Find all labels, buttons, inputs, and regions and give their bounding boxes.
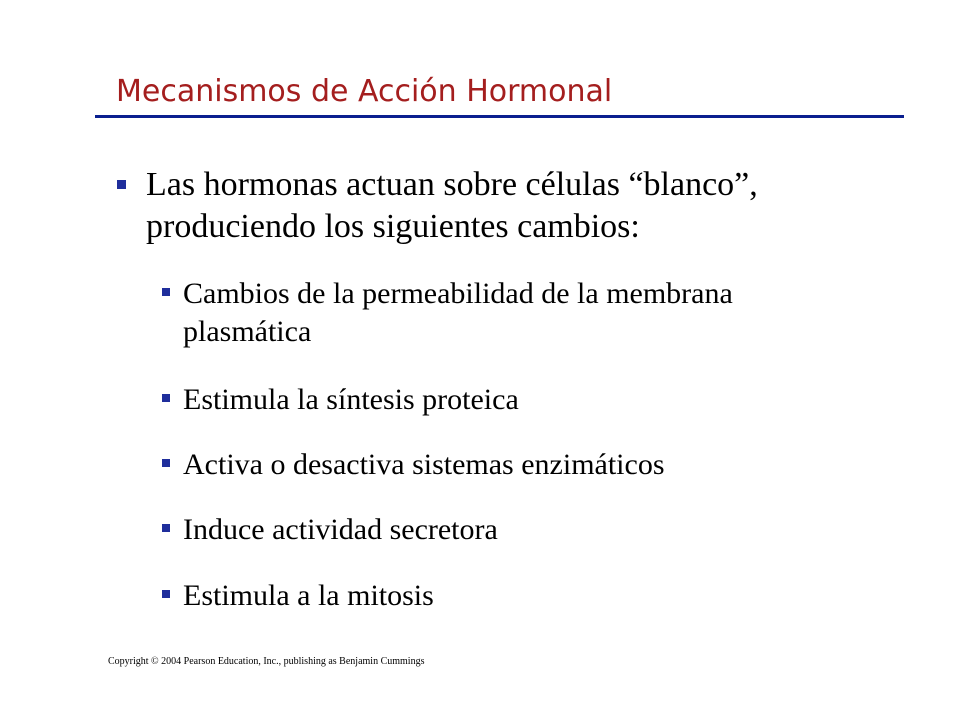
bullet-1-line-2: produciendo los siguientes cambios: [146,208,640,245]
square-bullet-icon [162,590,170,598]
slide-title: Mecanismos de Acción Hormonal [116,74,613,109]
square-bullet-icon [162,459,170,467]
square-bullet-icon [162,394,170,402]
copyright-footer: Copyright © 2004 Pearson Education, Inc., publishing as Benjamin Cummings [108,656,425,667]
subbullet-2-line-1: Estimula la síntesis proteica [183,383,519,416]
square-bullet-icon [117,180,126,189]
subbullet-3-line-1: Activa o desactiva sistemas enzimáticos [183,448,665,481]
subbullet-5-line-1: Estimula a la mitosis [183,579,434,612]
square-bullet-icon [162,288,170,296]
bullet-1-line-1: Las hormonas actuan sobre células “blanco”, [146,166,758,203]
subbullet-1-line-1: Cambios de la permeabilidad de la membrana [183,277,733,310]
square-bullet-icon [162,524,170,532]
title-divider [95,115,904,118]
subbullet-4-line-1: Induce actividad secretora [183,513,498,546]
subbullet-1-line-2: plasmática [183,315,312,348]
